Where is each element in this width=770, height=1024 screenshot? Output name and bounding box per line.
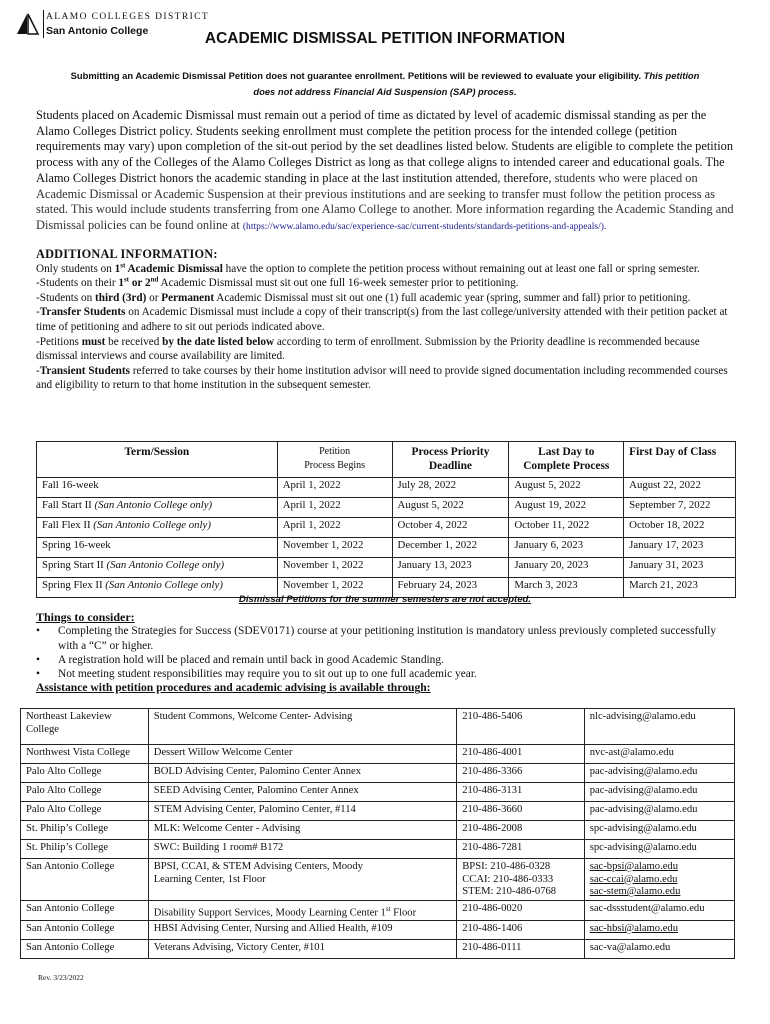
email-cell[interactable]: sac-va@alamo.edu (584, 940, 734, 959)
college-cell: Northeast Lakeview College (21, 709, 149, 745)
college-cell: St. Philip’s College (21, 840, 149, 859)
table-row (37, 478, 736, 498)
additional-p4: -Transfer Students on Academic Dismissal must include a copy of their transcript(s) from the last college/university attended with their petition packet at time of petitioning and adhere to sit out periods indicated above. (36, 306, 728, 333)
bullet-icon: • (36, 625, 40, 638)
first-day-cell: August 22, 2022 (624, 478, 736, 498)
location-cell: SWC: Building 1 room# B172 (148, 840, 457, 859)
logo-college-name: San Antonio College (46, 25, 149, 37)
intro-text: Students placed on Academic Dismissal must remain out a period of time as dictated by level of academic dismissal standing as per the Alamo Colleges District policy. Students seeking enrollment must complete the petition process for the intended college (petition requirements may vary) upon completion of the sit-out period by the set deadlines listed below. Students are eligible to complete the petition process with any of the Colleges of the Alamo Colleges District as long as that college aligns to intended career and educational goals. The Alamo Colleges District honors the academic standing in place at the last institution attended, therefore, (36, 108, 734, 185)
first-day-cell: January 17, 2023 (624, 538, 736, 558)
term-cell: Fall Start II (San Antonio College only) (37, 498, 278, 518)
table-row (21, 901, 735, 921)
location-cell: STEM Advising Center, Palomino Center, #114 (148, 802, 457, 821)
term-cell: Fall Flex II (San Antonio College only) (37, 518, 278, 538)
email-cell (584, 859, 734, 901)
phone-cell: 210-486-0111 (457, 940, 584, 959)
email-link[interactable]: sac-bpsi@alamo.edu (589, 861, 679, 872)
intro-paragraph (36, 108, 736, 235)
phone-cell: 210-486-3660 (457, 802, 584, 821)
first-day-cell: January 31, 2023 (624, 558, 736, 578)
email-cell[interactable]: nlc-advising@alamo.edu (584, 709, 734, 745)
table-row (21, 709, 735, 745)
last-day-cell: January 6, 2023 (509, 538, 624, 558)
table-row (37, 518, 736, 538)
college-cell: Northwest Vista College (21, 745, 149, 764)
table-row (21, 764, 735, 783)
table-row (21, 859, 735, 901)
header-begins: Petition Process Begins (277, 442, 392, 478)
phone-cell: 210-486-1406 (457, 921, 584, 940)
email-cell[interactable]: pac-advising@alamo.edu (584, 783, 734, 802)
first-day-cell: March 21, 2023 (624, 578, 736, 598)
phone-cell: 210-486-2008 (457, 821, 584, 840)
college-cell: San Antonio College (21, 901, 149, 921)
priority-cell: July 28, 2022 (392, 478, 509, 498)
intro-text-continued: students who were placed on Academic Dismissal or Academic Suspension at their previous institutions and are seeking to transfer must follow the petition process as stated. This would include students transferring from one Alamo College to another. More information regarding the Academic Standing and Dismissal policies can be found online at (36, 170, 734, 232)
subtitle-main: Submitting an Academic Dismissal Petition does not guarantee enrollment. Petitions will be reviewed to evaluate your eligibility. (70, 70, 642, 81)
additional-p5: -Petitions must be received by the date listed below according to term of enrollment. Submission by the Priority deadline is recommended because dismissal interviews and course availability are limited. (36, 335, 700, 363)
phone-cell: BPSI: 210-486-0328 CCAI: 210-486-0333 STEM: 210-486-0768 (457, 859, 584, 901)
begins-cell: April 1, 2022 (277, 518, 392, 538)
term-cell: Spring Start II (San Antonio College only) (37, 558, 278, 578)
additional-heading: ADDITIONAL INFORMATION: (36, 247, 218, 261)
things-heading: Things to consider: (36, 610, 135, 624)
begins-cell: November 1, 2022 (277, 558, 392, 578)
header-first-day: First Day of Class (624, 442, 736, 478)
last-day-cell: March 3, 2023 (509, 578, 624, 598)
email-link[interactable]: sac-stem@alamo.edu (589, 886, 681, 897)
email-cell[interactable]: spc-advising@alamo.edu (584, 840, 734, 859)
phone-cell: 210-486-7281 (457, 840, 584, 859)
term-table-header (37, 442, 736, 478)
begins-cell: November 1, 2022 (277, 538, 392, 558)
priority-cell: December 1, 2022 (392, 538, 509, 558)
table-row (21, 940, 735, 959)
begins-cell: April 1, 2022 (277, 498, 392, 518)
location-cell: BPSI, CCAI, & STEM Advising Centers, Moody Learning Center, 1st Floor (148, 859, 457, 901)
table-row (21, 802, 735, 821)
email-cell[interactable]: pac-advising@alamo.edu (584, 764, 734, 783)
term-cell: Spring 16-week (37, 538, 278, 558)
summer-note: Dismissal Petitions for the summer semesters are not accepted. (238, 594, 532, 605)
header-priority: Process Priority Deadline (392, 442, 509, 478)
table-row (21, 921, 735, 940)
additional-p1: Only students on 1st Academic Dismissal have the option to complete the petition process without remaining out at least one fall or spring semester. (36, 260, 700, 275)
begins-cell: November 1, 2022 (277, 578, 392, 598)
location-cell: MLK: Welcome Center - Advising (148, 821, 457, 840)
college-cell: San Antonio College (21, 859, 149, 901)
email-link[interactable]: sac-ccai@alamo.edu (589, 873, 678, 885)
subtitle-italic: This petition does not address Financial Aid Suspension (SAP) process. (253, 70, 700, 97)
last-day-cell: January 20, 2023 (509, 558, 624, 578)
last-day-cell: August 19, 2022 (509, 498, 624, 518)
email-cell[interactable]: pac-advising@alamo.edu (584, 802, 734, 821)
bullet-icon: • (36, 653, 40, 666)
term-cell: Spring Flex II (San Antonio College only) (37, 578, 278, 598)
additional-p3: -Students on third (3rd) or Permanent Academic Dismissal must sit out one (1) full academic year (spring, summer and fall) prior to petitioning. (36, 291, 691, 304)
advising-contacts-table (20, 708, 735, 959)
location-cell: Dessert Willow Welcome Center (148, 745, 457, 764)
phone-cell: 210-486-0020 (457, 901, 584, 921)
college-cell: Palo Alto College (21, 783, 149, 802)
priority-cell: January 13, 2023 (392, 558, 509, 578)
college-cell: Palo Alto College (21, 764, 149, 783)
term-cell: Fall 16-week (37, 478, 278, 498)
list-item: • A registration hold will be placed and remain until back in good Academic Standing. (36, 653, 444, 666)
begins-cell: April 1, 2022 (277, 478, 392, 498)
considerations-list (36, 624, 736, 681)
phone-cell: 210-486-5406 (457, 709, 584, 745)
location-cell: Disability Support Services, Moody Learning Center 1st Floor (148, 901, 457, 921)
phone-cell: 210-486-3366 (457, 764, 584, 783)
assistance-heading: Assistance with petition procedures and academic advising is available through: (36, 681, 431, 695)
last-day-cell: August 5, 2022 (509, 478, 624, 498)
logo-district-name: ALAMO COLLEGES DISTRICT (46, 12, 210, 22)
last-day-cell: October 11, 2022 (509, 518, 624, 538)
location-cell: Veterans Advising, Victory Center, #101 (148, 940, 457, 959)
table-row (21, 840, 735, 859)
first-day-cell: October 18, 2022 (624, 518, 736, 538)
things-to-consider (36, 610, 736, 696)
table-row (37, 498, 736, 518)
policy-link[interactable]: (https://www.alamo.edu/sac/experience-sac/current-students/standards-petitions-and-appeals/). (242, 220, 607, 232)
priority-cell: February 24, 2023 (392, 578, 509, 598)
table-row (37, 538, 736, 558)
priority-cell: August 5, 2022 (392, 498, 509, 518)
email-cell[interactable]: sac-dssstudent@alamo.edu (584, 901, 734, 921)
table-row (21, 821, 735, 840)
location-cell: BOLD Advising Center, Palomino Center Annex (148, 764, 457, 783)
revision-date: Rev. 3/23/2022 (38, 973, 84, 982)
email-cell[interactable]: nvc-ast@alamo.edu (584, 745, 734, 764)
college-cell: San Antonio College (21, 940, 149, 959)
subtitle (70, 68, 700, 100)
list-item: • Completing the Strategies for Success (SDEV0171) course at your petitioning institution is mandatory unless previously completed successfully with a “C” or higher. (36, 625, 717, 652)
location-cell: HBSI Advising Center, Nursing and Allied Health, #109 (148, 921, 457, 940)
additional-p6: -Transient Students referred to take courses by their home institution advisor will need to provide signed documentation including recommended courses and eligibility to return to that home institution in the subsequent semester. (36, 364, 728, 392)
phone-cell: 210-486-4001 (457, 745, 584, 764)
first-day-cell: September 7, 2022 (624, 498, 736, 518)
email-cell (584, 921, 734, 940)
email-cell[interactable]: spc-advising@alamo.edu (584, 821, 734, 840)
page-title: ACADEMIC DISMISSAL PETITION INFORMATION (204, 30, 566, 47)
phone-cell: 210-486-3131 (457, 783, 584, 802)
college-cell: San Antonio College (21, 921, 149, 940)
additional-p2: -Students on their 1st or 2nd Academic Dismissal must sit out one full 16-week semester prior to petitioning. (36, 275, 519, 290)
header-term: Term/Session (37, 442, 278, 478)
email-link[interactable]: sac-hbsi@alamo.edu (589, 923, 679, 935)
location-cell: SEED Advising Center, Palomino Center Annex (148, 783, 457, 802)
term-deadlines-table (36, 441, 736, 598)
additional-information (36, 247, 736, 393)
table-row (21, 745, 735, 764)
header-last-day: Last Day to Complete Process (509, 442, 624, 478)
location-cell: Student Commons, Welcome Center- Advising (148, 709, 457, 745)
table-row (37, 558, 736, 578)
college-cell: Palo Alto College (21, 802, 149, 821)
college-cell: St. Philip’s College (21, 821, 149, 840)
priority-cell: October 4, 2022 (392, 518, 509, 538)
list-item: • Not meeting student responsibilities may require you to sit out up to one full academic year. (36, 668, 477, 681)
bullet-icon: • (36, 668, 40, 681)
table-row (21, 783, 735, 802)
